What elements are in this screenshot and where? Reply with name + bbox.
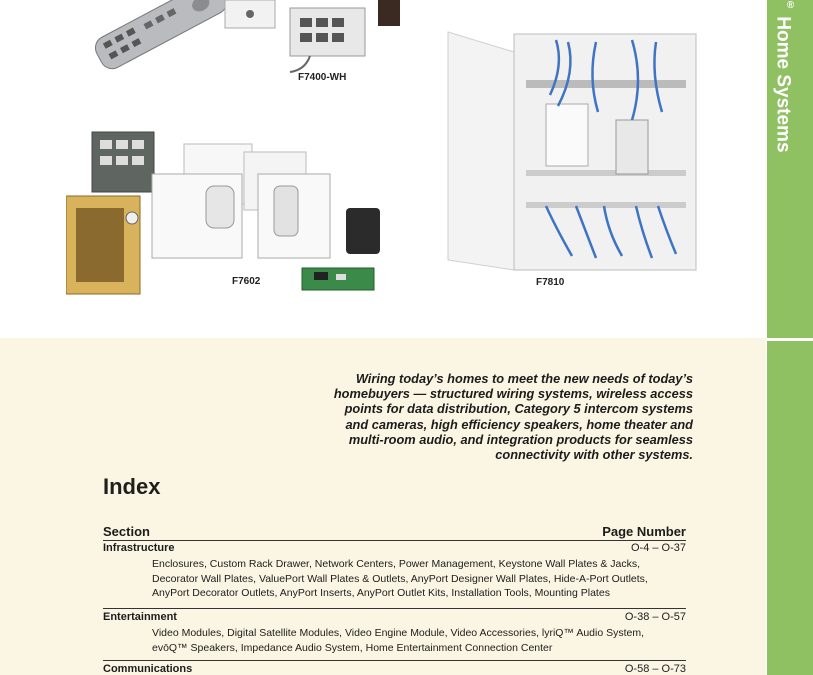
intro-paragraph — [250, 371, 693, 462]
intro-line: points for data distribution, Category 5 intercom systems — [344, 401, 693, 417]
description-line: Video Modules, Digital Satellite Modules, Video Engine Module, Video Accessories, lyriQ™ Audio System, — [152, 627, 645, 639]
section-description — [152, 557, 692, 601]
caption-f7810: F7810 — [536, 277, 565, 288]
section-pages: O-38 – O-57 — [624, 611, 686, 623]
description-line: evōQ™ Speakers, Impedance Audio System, Home Entertainment Connection Center — [152, 641, 553, 654]
enclosure-door — [448, 32, 514, 270]
intro-line: connectivity with other systems. — [495, 447, 693, 463]
section-pages: O-58 – O-73 — [624, 663, 686, 675]
power-adapter — [346, 208, 380, 254]
module-plate — [290, 8, 365, 56]
intro-line: and cameras, high efficiency speakers, home theater and — [345, 416, 693, 432]
remote-control — [91, 0, 231, 73]
intercom-panels-photo — [66, 130, 386, 300]
section-name: Communications — [103, 663, 193, 675]
intro-line: multi-room audio, and integration products for seamless — [348, 431, 693, 447]
caption-f7602: F7602 — [232, 276, 261, 287]
registered-mark: ® — [785, 0, 796, 11]
section-description — [152, 626, 692, 655]
enclosure-photo — [446, 20, 706, 278]
sidebar-strip — [767, 341, 813, 675]
section-name: Infrastructure — [103, 542, 175, 554]
description-line: AnyPort Decorator Outlets, AnyPort Inserts, AnyPort Outlet Kits, Installation Tools, Mounting Plates — [152, 587, 610, 600]
sidebar-title-text: Home Systems — [772, 16, 794, 153]
caption-f7400: F7400-WH — [298, 72, 347, 83]
intercom-remote-photo — [60, 0, 400, 75]
section-rule — [103, 660, 686, 661]
section-header: Section — [103, 524, 150, 539]
index-title: Index — [103, 474, 161, 499]
section-pages: O-4 – O-37 — [630, 542, 686, 554]
section-name: Entertainment — [103, 611, 177, 623]
section-rule — [103, 608, 686, 609]
header-rule — [103, 540, 686, 541]
dark-box — [378, 0, 400, 26]
sidebar-title — [769, 0, 811, 180]
description-line: Decorator Wall Plates, ValuePort Wall Plates & Outlets, AnyPort Designer Wall Plates, Hide-A-Port Outlets, — [152, 572, 648, 585]
intro-line: homebuyers — structured wiring systems, wireless access — [333, 386, 693, 402]
description-line: Enclosures, Custom Rack Drawer, Network Centers, Power Management, Keystone Wall Plates & Jacks, — [152, 558, 641, 570]
page-number-header: Page Number — [602, 524, 686, 539]
intro-line: Wiring today’s homes to meet the new needs of today’s — [355, 371, 693, 386]
